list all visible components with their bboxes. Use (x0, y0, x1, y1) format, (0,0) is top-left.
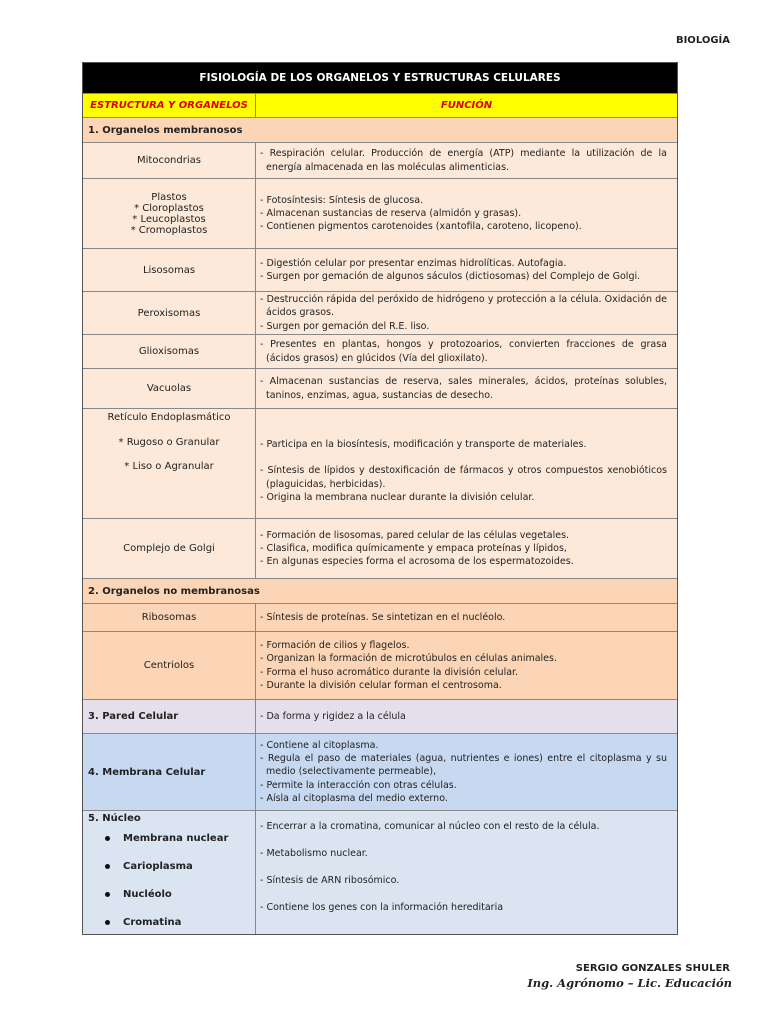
section-row-membranous (83, 117, 677, 142)
organelle-function: - Presentes en plantas, hongos y protozoarios, convierten fracciones de grasa (ácidos grasos) en glúcidos (Vía del glioxilato). (260, 339, 667, 364)
list-item: Nucléolo (105, 880, 228, 908)
table-row (83, 248, 677, 291)
organelle-table (82, 62, 678, 935)
table-row (83, 368, 677, 408)
organelle-function: - Fotosíntesis: Síntesis de glucosa. - Almacenan sustancias de reserva (almidón y grasas). - Contienen pigmentos carotenoides (xantofila, caroteno, licopeno). (260, 194, 582, 233)
structure-name: 4. Membrana Celular (83, 734, 256, 810)
table-row (83, 334, 677, 368)
table-row (83, 603, 677, 631)
organelle-name: Lisosomas (83, 249, 256, 291)
table-row (83, 142, 677, 178)
column-header-row (83, 93, 677, 117)
organelle-function: - Participa en la biosíntesis, modificación y transporte de materiales. - Síntesis de lípidos y destoxificación de fármacos y otros compuestos xenobióticos (plaguicidas, herbicidas). - Origina la membrana nuclear durante la división celular. (260, 439, 667, 503)
list-item: Carioplasma (105, 852, 228, 880)
structure-function: - Contiene al citoplasma. - Regula el paso de materiales (agua, nutrientes e iones) entre el citoplasma y su medio (selectivamente permeable), - Permite la interacción con otras células. - Aísla al citoplasma del medio externo. (260, 739, 667, 804)
column-header-function: FUNCIÓN (256, 94, 677, 117)
bullet-icon (105, 836, 110, 841)
organelle-function: - Almacenan sustancias de reserva, sales minerales, ácidos, proteínas solubles, taninos, enzimas, agua, sustancias de desecho. (260, 376, 667, 401)
table-title-row (83, 63, 677, 93)
organelle-name: Retículo Endoplasmático * Rugoso o Granular * Liso o Agranular (83, 409, 256, 518)
bullet-icon (105, 864, 110, 869)
table-row (83, 699, 677, 733)
organelle-function: - Formación de lisosomas, pared celular de las células vegetales. - Clasifica, modifica químicamente y empaca proteínas y lípidos, - En algunas especies forma el acrosoma de los espermatozoides. (260, 529, 574, 568)
table-title: FISIOLOGÍA DE LOS ORGANELOS Y ESTRUCTURAS CELULARES (83, 63, 677, 93)
nucleus-parts-list (88, 824, 228, 936)
column-header-structure: ESTRUCTURA Y ORGANELOS (83, 94, 256, 117)
organelle-function: - Digestión celular por presentar enzimas hidrolíticas. Autofagia. - Surgen por gemación de algunos sáculos (dictiosomas) del Complejo de Golgi. (260, 257, 641, 282)
table-row (83, 291, 677, 334)
author-name: SERGIO GONZALES SHULER (575, 963, 730, 974)
organelle-function: - Síntesis de proteínas. Se sintetizan en el nucléolo. (260, 611, 506, 623)
table-row (83, 810, 677, 934)
bullet-icon (105, 920, 110, 925)
author-role: Ing. Agrónomo – Lic. Educación (527, 976, 732, 990)
section-row-non-membranous (83, 578, 677, 603)
organelle-name: Mitocondrias (83, 143, 256, 178)
organelle-name: Centriolos (83, 632, 256, 699)
bullet-icon (105, 892, 110, 897)
organelle-name: Ribosomas (83, 604, 256, 631)
organelle-function: - Formación de cilios y flagelos. - Organizan la formación de microtúbulos en células animales. - Forma el huso acromático durante la división celular. - Durante la división celular forman el centrosoma. (260, 639, 557, 691)
table-row (83, 408, 677, 518)
section-title: 1. Organelos membranosos (88, 124, 243, 136)
section-title: 2. Organelos no membranosas (88, 585, 260, 597)
structure-function: - Da forma y rigidez a la célula (260, 710, 406, 722)
list-item: Membrana nuclear (105, 824, 228, 852)
structure-function: - Encerrar a la cromatina, comunicar al núcleo con el resto de la célula. - Metabolismo nuclear. - Síntesis de ARN ribosómico. - Contiene los genes con la información hereditaria (260, 821, 600, 913)
organelle-name: Glioxisomas (83, 335, 256, 368)
table-row (83, 178, 677, 248)
structure-name: 5. Núcleo Membrana nuclear Carioplasma Nucléolo Cromatina (83, 811, 256, 934)
organelle-name: Complejo de Golgi (83, 519, 256, 578)
organelle-name: Peroxisomas (83, 292, 256, 334)
table-row (83, 518, 677, 578)
organelle-function: - Destrucción rápida del peróxido de hidrógeno y protección a la célula. Oxidación de ácidos grasos. - Surgen por gemación del R.E. liso. (260, 294, 667, 332)
table-row (83, 733, 677, 810)
list-item: Cromatina (105, 908, 228, 936)
organelle-name: Vacuolas (83, 369, 256, 408)
structure-name: 3. Pared Celular (83, 700, 256, 733)
table-row (83, 631, 677, 699)
organelle-name: Plastos * Cloroplastos * Leucoplastos * Cromoplastos (83, 179, 256, 248)
organelle-function: - Respiración celular. Producción de energía (ATP) mediante la utilización de la energía almacenada en las moléculas alimenticias. (260, 148, 667, 173)
subject-label: BIOLOGÍA (675, 35, 730, 46)
